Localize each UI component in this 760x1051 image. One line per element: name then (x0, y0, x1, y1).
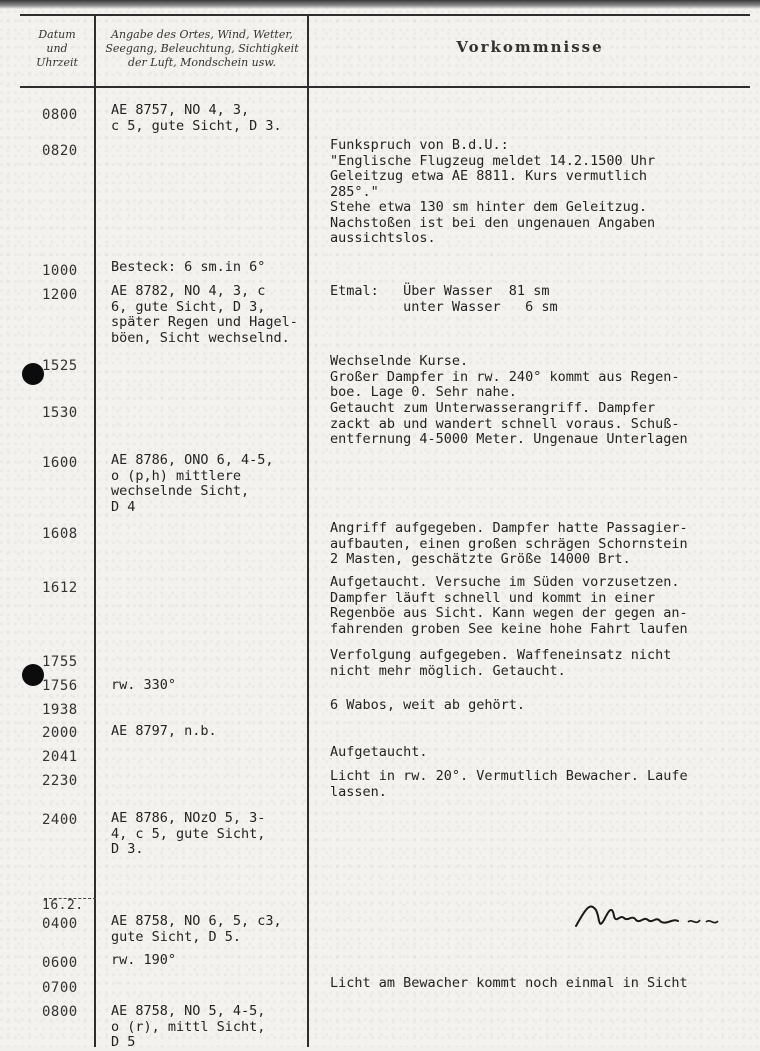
entry-position: AE 8797, n.b. (111, 723, 217, 739)
entry-event: Licht am Bewacher kommt noch einmal in Sicht (330, 975, 688, 991)
entry-event: Licht in rw. 20°. Vermutlich Bewacher. Laufe lassen. (330, 768, 688, 800)
scan-edge (0, 0, 760, 9)
date-marker: 16.2. (42, 898, 84, 913)
entry-time: 0400 (42, 916, 78, 932)
entry-time: 1525 (42, 358, 78, 374)
entry-position: rw. 330° (111, 677, 177, 693)
entry-position: rw. 190° (111, 952, 177, 968)
entry-time: 2041 (42, 749, 78, 765)
entry-event: Wechselnde Kurse. Großer Dampfer in rw. 240° kommt aus Regen- boe. Lage 0. Sehr nahe. (330, 353, 680, 400)
entry-position: AE 8757, NO 4, 3, c 5, gute Sicht, D 3. (111, 102, 282, 134)
header-datum: Datum und Uhrzeit (36, 28, 78, 69)
entry-position: AE 8786, NOzO 5, 3- 4, c 5, gute Sicht, D 3. (111, 810, 266, 857)
punch-hole (22, 363, 44, 385)
entry-time: 0800 (42, 107, 78, 123)
entry-time: 1612 (42, 580, 78, 596)
column-rule-1 (94, 14, 96, 1047)
column-rule-2 (307, 14, 309, 1047)
entry-time: 2000 (42, 725, 78, 741)
entry-time: 1938 (42, 702, 78, 718)
entry-time: 2400 (42, 812, 78, 828)
entry-time: 0820 (42, 143, 78, 159)
entry-event: Funkspruch von B.d.U.: "Englische Flugzeug meldet 14.2.1500 Uhr Geleitzug etwa AE 8811. Kurs vermutlich 285°." Stehe etwa 130 sm hinter dem Geleitzug. Nachstoßen ist bei den ungenauen Angaben aussichtslos. (330, 137, 656, 246)
entry-position: Besteck: 6 sm.in 6° (111, 259, 266, 275)
entry-time: 1000 (42, 263, 78, 279)
signature (568, 888, 728, 938)
punch-hole (22, 664, 44, 686)
header-bottom-rule (20, 86, 750, 88)
header-vorkommnisse: Vorkommnisse (456, 38, 604, 56)
entry-position: AE 8782, NO 4, 3, c 6, gute Sicht, D 3, später Regen und Hagel- böen, Sicht wechselnd. (111, 283, 298, 346)
entry-position: AE 8786, ONO 6, 4-5, o (p,h) mittlere wechselnde Sicht, D 4 (111, 452, 274, 515)
entry-time: 0700 (42, 980, 78, 996)
entry-time: 0800 (42, 1004, 78, 1020)
entry-time: 1756 (42, 678, 78, 694)
entry-time: 1755 (42, 654, 78, 670)
entry-event: Angriff aufgegeben. Dampfer hatte Passagier- aufbauten, einen großen schrägen Schornstein 2 Masten, geschätzte Größe 14000 Brt. (330, 520, 688, 567)
header-top-rule (20, 14, 750, 16)
entry-event: Aufgetaucht. (330, 744, 428, 760)
entry-event: Verfolgung aufgegeben. Waffeneinsatz nicht nicht mehr möglich. Getaucht. (330, 647, 672, 679)
entry-time: 1200 (42, 287, 78, 303)
header-ort: Angabe des Ortes, Wind, Wetter, Seegang, Beleuchtung, Sichtigkeit der Luft, Mondschein usw. (105, 28, 299, 69)
entry-time: 1608 (42, 526, 78, 542)
entry-time: 0600 (42, 955, 78, 971)
entry-time: 2230 (42, 773, 78, 789)
entry-time: 1600 (42, 455, 78, 471)
entry-event: Aufgetaucht. Versuche im Süden vorzusetzen. Dampfer läuft schnell und kommt in einer Regenböe aus Sicht. Kann wegen der gegen an- fahrenden groben See keine hohe Fahrt laufen (330, 574, 688, 637)
entry-event: Etmal: Über Wasser 81 sm unter Wasser 6 sm (330, 283, 558, 315)
entry-time: 1530 (42, 405, 78, 421)
entry-event: 6 Wabos, weit ab gehört. (330, 697, 526, 713)
entry-position: AE 8758, NO 6, 5, c3, gute Sicht, D 5. (111, 913, 282, 945)
date-separator (44, 898, 96, 900)
entry-event: Getaucht zum Unterwasserangriff. Dampfer zackt ab und wandert schnell voraus. Schuß- entfernung 4-5000 Meter. Ungenaue Unterlagen (330, 400, 688, 447)
entry-position: AE 8758, NO 5, 4-5, o (r), mittl Sicht, D 5 (111, 1003, 266, 1050)
